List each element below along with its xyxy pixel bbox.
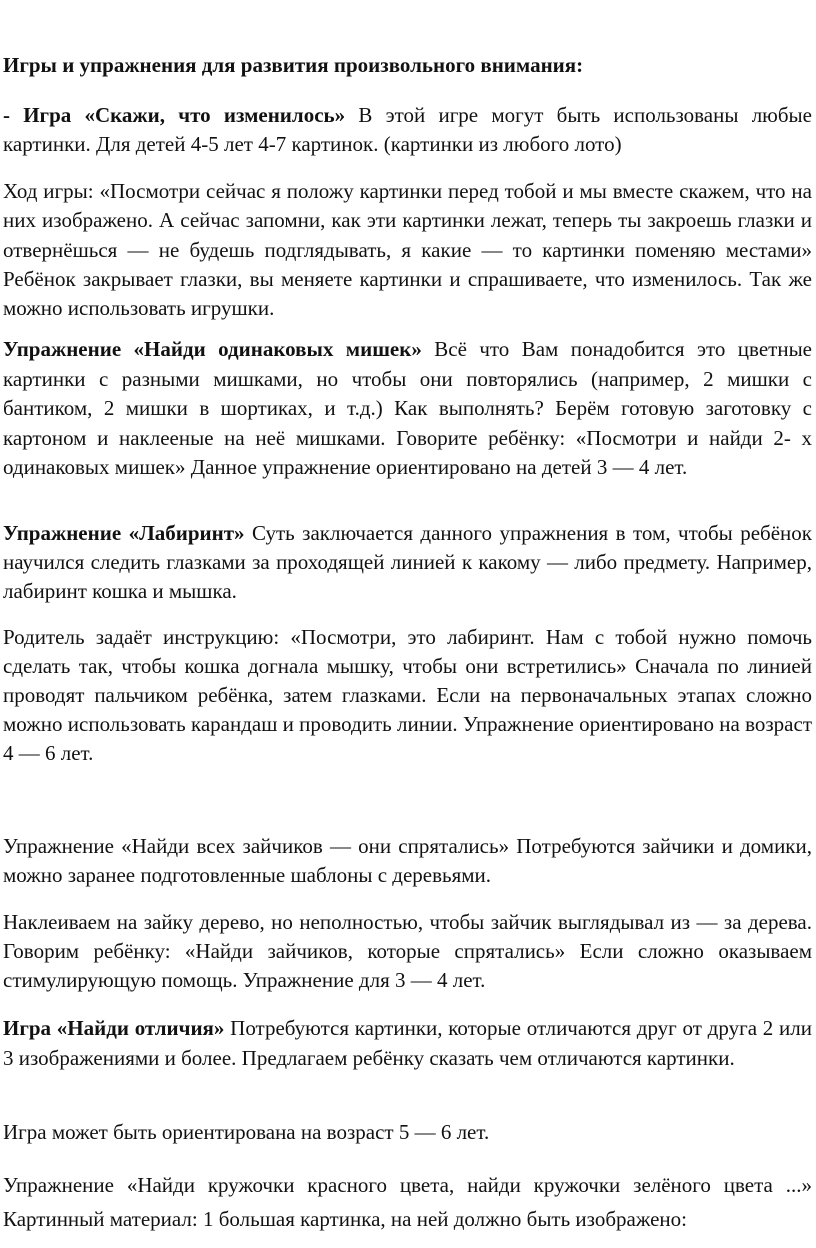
paragraph-text: Всё что Вам понадобится это цветные картинки с разными мишками, но чтобы они повторялись (например, 2 мишки с бантиком, 2 мишки в шортиках, и т.д.) Как выполнять? Берём готовую заготовку с картоном и наклееные на неё мишками. Говорите ребёнку: «Посмотри и найди 2- х одинаковых мишек» Данное упражнение ориентировано на детей 3 — 4 лет. [3,337,813,480]
game-title-what-changed: - Игра «Скажи, что изменилось» [3,103,346,127]
exercise-title-same-bears: Упражнение «Найди одинаковых мишек» [3,337,422,361]
paragraph-bunnies-instructions [3,908,812,995]
paragraph-game-procedure [3,177,812,323]
paragraph-exercise-labyrinth [3,519,812,606]
paragraph-text: Упражнение «Найди кружочки красного цвета, найди кружочки зелёного цвета ...» Картинный материал: 1 большая картинка, на ней должно быть изображено: [3,1173,812,1231]
paragraph-text: В этой игре могут быть использованы любые картинки. Для детей 4-5 лет 4-7 картинок. (картинки из любого лото) [3,103,812,156]
paragraph-text: Игра может быть ориентирована на возраст 5 — 6 лет. [3,1120,490,1144]
paragraph-game-what-changed [3,101,812,159]
exercise-title-labyrinth: Упражнение «Лабиринт» [3,521,245,545]
paragraph-text: Наклеиваем на зайку дерево, но неполностью, чтобы зайчик выглядывал из — за дерева. Говорим ребёнку: «Найди зайчиков, которые спрятались» Если сложно оказываем стимулирующую помощь. Упражнение для 3 — 4 лет. [3,910,812,992]
paragraph-text: Суть заключается данного упражнения в том, чтобы ребёнок научился следить глазками за проходящей линией к какому — либо предмету. Например, лабиринт кошка и мышка. [3,521,812,603]
paragraph-labyrinth-instructions [3,623,812,768]
paragraph-text: Ход игры: «Посмотри сейчас я положу картинки перед тобой и мы вместе скажем, что на них изображено. А сейчас запомни, как эти картинки лежат, теперь ты закроешь глазки и отвернёшься — не будешь подглядывать, я какие — то картинки поменяю местами» Ребёнок закрывает глазки, вы меняете картинки и спрашиваете, что изменилось. Так же можно использовать игрушки. [3,179,812,321]
paragraph-game-find-differences [3,1013,812,1073]
paragraph-text: Упражнение «Найди всех зайчиков — они спрятались» Потребуются зайчики и домики, можно заранее подготовленные шаблоны с деревьями. [3,834,812,887]
game-title-find-differences: Игра «Найди отличия» [3,1016,225,1040]
paragraph-text: Потребуются картинки, которые отличаются друг от друга 2 или 3 изображениями и более. Предлагаем ребёнку сказать чем отличаются картинки. [3,1016,812,1070]
page-title: Игры и упражнения для развития произвольного внимания: [3,53,584,77]
paragraph-exercise-same-bears [3,335,812,483]
paragraph-exercise-find-bunnies [3,832,812,890]
paragraph-exercise-find-circles [3,1168,812,1236]
paragraph-differences-age [3,1118,812,1147]
paragraph-text: Родитель задаёт инструкцию: «Посмотри, это лабиринт. Нам с тобой нужно помочь сделать так, чтобы кошка догнала мышку, чтобы они встретились» Сначала по линией проводят пальчиком ребёнка, затем глазками. Если на первоначальных этапах сложно можно использовать карандаш и проводить линии. Упражнение ориентировано на возраст 4 — 6 лет. [3,625,812,765]
